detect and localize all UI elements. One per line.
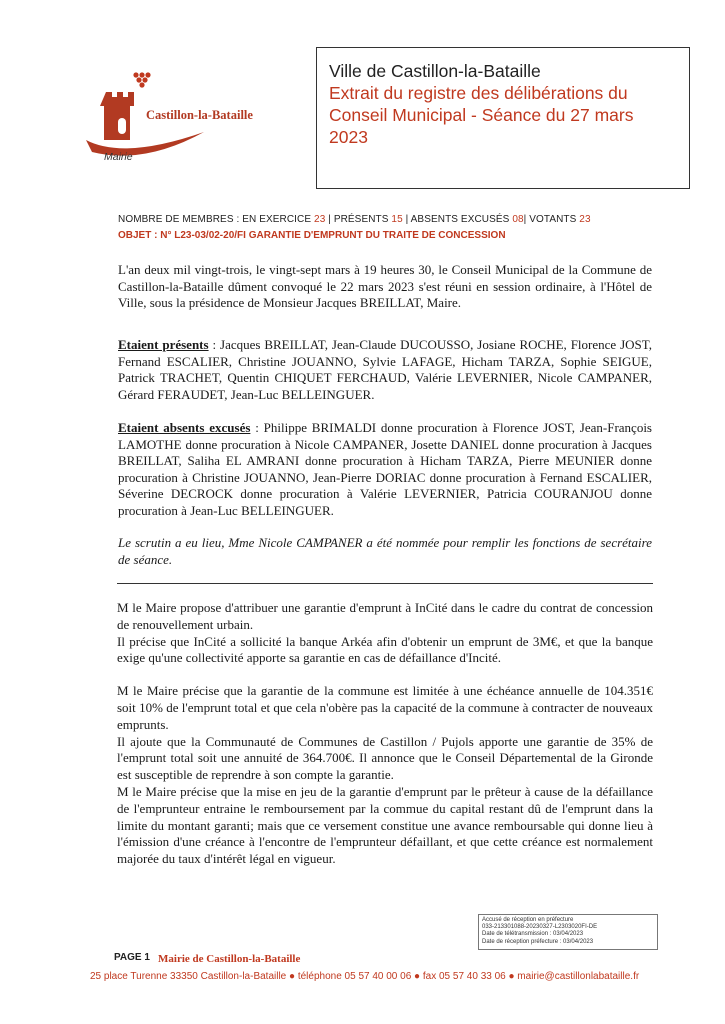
members-label-presents: | PRÉSENTS [328, 214, 389, 225]
grapes-icon [133, 72, 150, 87]
scrutin-paragraph: Le scrutin a eu lieu, Mme Nicole CAMPANER a été nommée pour remplir les fonctions de secrétaire de séance. [118, 535, 652, 567]
body-paragraph-2: Il précise que InCité a sollicité la banque Arkéa afin d'obtenir un emprunt de 3M€, et que la banque exige qu'une collectivité apporte sa garantie en cas de défaillance d'Incité. [117, 633, 653, 666]
page-number: PAGE 1 [114, 952, 150, 963]
prefecture-stamp [478, 914, 658, 950]
logo-name: Castillon-la-Bataille [146, 108, 253, 122]
absents-paragraph [118, 420, 652, 519]
tower-icon [100, 92, 134, 140]
body-paragraph-1: M le Maire propose d'attribuer une garantie d'emprunt à InCité dans le cadre du contrat de concession de renouvellement urbain. [117, 600, 653, 632]
body-paragraph-3: M le Maire précise que la garantie de la commune est limitée à une échéance annuelle de 104.351€ soit 10% de l'emprunt total et que cela n'obère pas la capacité de la commune à contracter de nouveaux emprunts. [117, 683, 653, 732]
body-paragraph-5: M le Maire précise que la mise en jeu de la garantie d'emprunt par le prêteur à cause de la défaillance de l'emprunteur entraine le remboursement par la commue du capital restant dû de l'emprunt dans la limite du montant garanti; mais que ce versement constitue une avance remboursable qui donne lieu à l'émission d'une créance à l'encontre de l'emprunteur défaillant, et que cette créance est normalement majorée du taux d'intérêt légal en vigueur. [117, 783, 653, 867]
register-title-1: Extrait du registre des délibérations du [329, 83, 628, 103]
register-title-2: Conseil Municipal - Séance du 27 mars [329, 105, 634, 125]
members-label-votants: | VOTANTS [523, 214, 577, 225]
absents-text: : Philippe BRIMALDI donne procuration à Florence JOST, Jean-François LAMOTHE donne procuration à Nicole CAMPANER, Josette DANIEL donne procuration à Jacques BREILLAT, Saliha EL AMRANI donne procuration à Hicham TARZA, Pierre MEUNIER donne procuration à Christine JOUANNO, Jean-Pierre DORIAC donne procuration à Fernand ESCALIER, Séverine DECROCK donne procuration à Valérie LEVERNIER, Patricia COURANJOU donne procuration à Jean-Luc BELLEINGUER. [118, 420, 652, 518]
register-title-3: 2023 [329, 127, 368, 147]
body-paragraph-4: Il ajoute que la Communauté de Communes de Castillon / Pujols apporte une garantie de 35% de l'emprunt total soit une annuité de 364.700€. Il annonce que le Conseil Départemental de la Gironde est susceptible de reprendre à son compte la garantie. [117, 733, 653, 783]
footer-mairie: Mairie de Castillon-la-Bataille [158, 953, 301, 965]
logo-subtitle: Mairie [104, 151, 133, 163]
deliberation-body [117, 600, 653, 868]
divider [117, 583, 653, 584]
members-label-exercice: NOMBRE DE MEMBRES : EN EXERCICE [118, 214, 312, 225]
stamp-line-4: Date de réception préfecture : 03/04/2023 [482, 938, 594, 945]
presents-label: Etaient présents [118, 337, 209, 352]
stamp-line-2: 033-213301088-20230327-L2303020FI-DE [482, 924, 598, 931]
members-exercice: 23 [314, 214, 326, 225]
members-absents: 08 [512, 214, 524, 225]
members-votants: 23 [579, 214, 591, 225]
intro-paragraph: L'an deux mil vingt-trois, le vingt-sept mars à 19 heures 30, le Conseil Municipal de la Commune de Castillon-la-Bataille dûment convoqué le 22 mars 2023 s'est réuni en session ordinaire, à l'Hôtel de Ville, sous la présidence de Monsieur Jacques BREILLAT, Maire. [118, 262, 652, 310]
presents-text: : Jacques BREILLAT, Jean-Claude DUCOUSSO, Josiane ROCHE, Florence JOST, Fernand ESCALIER, Christine JOUANNO, Sylvie LAFAGE, Hicham TARZA, Sophie SEIGUE, Patrick TRACHET, Quentin CHIQUET FERCHAUD, Valérie LEVERNIER, Nicole CAMPANER, Gérard FERAUDET, Jean-Luc BELLEINGUER. [118, 337, 652, 402]
objet-line: OBJET : N° L23-03/02-20/FI GARANTIE D'EMPRUNT DU TRAITE DE CONCESSION [118, 230, 506, 241]
city-title: Ville de Castillon-la-Bataille [329, 61, 541, 81]
members-count [118, 214, 591, 225]
members-label-absents: | ABSENTS EXCUSÉS [405, 214, 510, 225]
absents-label: Etaient absents excusés [118, 420, 251, 435]
stamp-line-1: Accusé de réception en préfecture [482, 917, 574, 923]
presents-paragraph [118, 337, 652, 403]
stamp-line-3: Date de télétransmission : 03/04/2023 [482, 931, 584, 938]
members-presents: 15 [391, 214, 403, 225]
title-box [316, 47, 690, 189]
footer-address: 25 place Turenne 33350 Castillon-la-Bataille ● téléphone 05 57 40 00 06 ● fax 05 57 40 33 06 ● mairie@castillonlabataille.fr [90, 971, 640, 982]
